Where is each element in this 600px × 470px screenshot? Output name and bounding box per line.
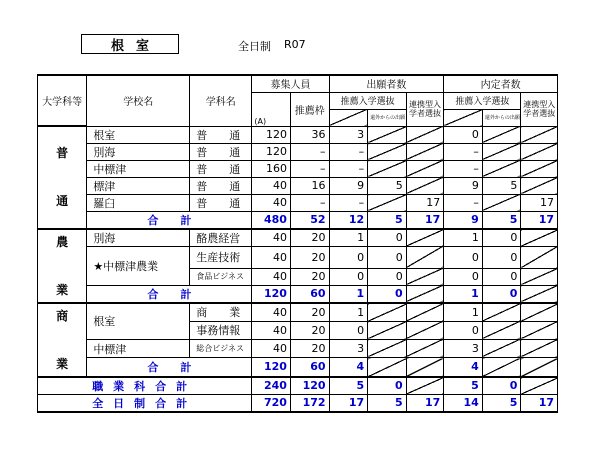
subtotal-adm-reg: 17 — [521, 211, 558, 229]
col-adm-reg: 連携型入学者選抜 — [521, 92, 558, 126]
adm-sub-cell: 0 — [482, 229, 521, 247]
subtotal-row — [38, 285, 558, 303]
subtotal-adm-sub: 5 — [482, 211, 521, 229]
app-sub-cell: 0 — [368, 229, 407, 247]
col-app-reg: 連携型入学者選抜 — [406, 92, 444, 126]
adm-sub-cell: 0 — [482, 268, 521, 285]
subtotal-quota: 52 — [290, 211, 329, 229]
quota-cell: 20 — [290, 268, 329, 285]
quota-cell: 16 — [290, 177, 329, 194]
vocational-total-adm-rec: 5 — [444, 377, 483, 395]
recruit-cell: 160 — [252, 160, 291, 177]
year-label: R07 — [284, 38, 306, 51]
quota-cell: 20 — [290, 246, 329, 268]
vocational-total-app-sub: 0 — [368, 377, 407, 395]
dept-cell: 事務情報 — [190, 321, 252, 339]
admission-table — [37, 74, 558, 413]
school-cell: 別海 — [87, 229, 190, 247]
col-recruit: 募集人員 — [252, 75, 329, 92]
recruit-cell: 40 — [252, 268, 291, 285]
recruit-cell: 40 — [252, 229, 291, 247]
school-cell: 羅臼 — [87, 194, 190, 211]
recruit-cell: 120 — [252, 143, 291, 160]
table-row — [38, 126, 558, 143]
grand-total-adm-reg: 17 — [521, 394, 558, 412]
school-cell: ★中標津農業 — [87, 246, 190, 285]
adm-rec-cell: 1 — [444, 303, 483, 322]
header-row-1 — [38, 75, 558, 92]
adm-rec-cell: 1 — [444, 229, 483, 247]
col-adm-rec: 推薦入学選抜 — [444, 92, 521, 109]
vocational-total-adm-sub: 0 — [482, 377, 521, 395]
table-row — [38, 143, 558, 160]
col-quota: 推薦枠 — [290, 92, 329, 126]
vocational-total-app-rec: 5 — [329, 377, 368, 395]
quota-cell: – — [290, 143, 329, 160]
subtotal-label: 合 計 — [87, 285, 252, 303]
col-app-sub: 還外からの出願 — [368, 109, 407, 126]
grand-total-label: 全日制合計 — [38, 394, 252, 412]
dept-cell: 商 業 — [190, 303, 252, 322]
adm-rec-cell: 0 — [444, 268, 483, 285]
vocational-total-row — [38, 377, 558, 395]
grand-total-adm-sub: 5 — [482, 394, 521, 412]
col-adm-sub: 還外からの出願 — [482, 109, 521, 126]
school-cell: 根室 — [87, 303, 190, 340]
subtotal-app-reg: 17 — [406, 211, 444, 229]
category-general: 普 通 — [38, 126, 87, 229]
quota-cell: 36 — [290, 126, 329, 143]
adm-rec-cell: 0 — [444, 321, 483, 339]
grand-total-app-reg: 17 — [406, 394, 444, 412]
app-rec-cell: 0 — [329, 268, 368, 285]
col-admitted: 内定者数 — [444, 75, 558, 92]
quota-cell: – — [290, 194, 329, 211]
grand-total-row — [38, 394, 558, 412]
dept-cell: 普 通 — [190, 160, 252, 177]
recruit-cell: 40 — [252, 194, 291, 211]
app-rec-cell: 0 — [329, 246, 368, 268]
subtotal-label: 合 計 — [87, 358, 252, 377]
grand-total-adm-rec: 14 — [444, 394, 483, 412]
recruit-cell: 40 — [252, 339, 291, 357]
col-school: 学校名 — [87, 75, 190, 126]
adm-reg-cell: 17 — [521, 194, 558, 211]
app-rec-cell: – — [329, 194, 368, 211]
app-rec-cell: 0 — [329, 321, 368, 339]
subtotal-row — [38, 211, 558, 229]
table-row — [38, 229, 558, 247]
subtotal-quota: 60 — [290, 285, 329, 303]
school-cell: 根室 — [87, 126, 190, 143]
adm-rec-cell: 9 — [444, 177, 483, 194]
app-rec-cell: 1 — [329, 229, 368, 247]
recruit-cell: 40 — [252, 321, 291, 339]
recruit-cell: 40 — [252, 303, 291, 322]
col-app-rec: 推薦入学選抜 — [329, 92, 406, 109]
category-agri: 農 業 — [38, 229, 87, 303]
subtotal-app-sub: 5 — [368, 211, 407, 229]
col-category: 大学科等 — [38, 75, 87, 126]
recruit-cell: 40 — [252, 246, 291, 268]
col-applicants: 出願者数 — [329, 75, 444, 92]
adm-sub-cell: 5 — [482, 177, 521, 194]
school-cell: 中標津 — [87, 339, 190, 357]
app-rec-cell: 3 — [329, 126, 368, 143]
table-row — [38, 339, 558, 357]
schedule-label: 全日制 — [238, 40, 271, 53]
adm-sub-cell: 0 — [482, 246, 521, 268]
table-row — [38, 177, 558, 194]
subtotal-adm-sub: 0 — [482, 285, 521, 303]
app-rec-cell: – — [329, 160, 368, 177]
app-rec-cell: 1 — [329, 303, 368, 322]
app-sub-cell: 0 — [368, 246, 407, 268]
dept-cell: 普 通 — [190, 194, 252, 211]
adm-rec-cell: – — [444, 143, 483, 160]
dept-cell: 普 通 — [190, 177, 252, 194]
category-commerce: 商 業 — [38, 303, 87, 377]
adm-rec-cell: 3 — [444, 339, 483, 357]
quota-cell: – — [290, 160, 329, 177]
quota-cell: 20 — [290, 321, 329, 339]
adm-rec-cell: – — [444, 194, 483, 211]
subtotal-recruit: 120 — [252, 285, 291, 303]
adm-rec-cell: 0 — [444, 126, 483, 143]
recruit-cell: 40 — [252, 177, 291, 194]
app-reg-cell: 17 — [406, 194, 444, 211]
app-rec-cell: – — [329, 143, 368, 160]
subtotal-app-rec: 12 — [329, 211, 368, 229]
app-sub-cell: 0 — [368, 268, 407, 285]
adm-rec-cell: 0 — [444, 246, 483, 268]
quota-cell: 20 — [290, 229, 329, 247]
subtotal-app-rec: 1 — [329, 285, 368, 303]
school-cell: 標津 — [87, 177, 190, 194]
vocational-total-recruit: 240 — [252, 377, 291, 395]
school-cell: 別海 — [87, 143, 190, 160]
school-cell: 中標津 — [87, 160, 190, 177]
subtotal-adm-rec: 9 — [444, 211, 483, 229]
grand-total-quota: 172 — [290, 394, 329, 412]
col-recruit-a: (A) — [252, 92, 291, 126]
dept-cell: 普 通 — [190, 143, 252, 160]
subtotal-row — [38, 358, 558, 377]
subtotal-recruit: 120 — [252, 358, 291, 377]
dept-cell: 食品ビジネス — [190, 268, 252, 285]
dept-cell: 総合ビジネス — [190, 339, 252, 357]
vocational-total-label: 職業科合計 — [38, 377, 252, 395]
dept-cell: 酪農経営 — [190, 229, 252, 247]
dept-cell: 普 通 — [190, 126, 252, 143]
table-row — [38, 160, 558, 177]
subtotal-app-rec: 4 — [329, 358, 368, 377]
adm-rec-cell: – — [444, 160, 483, 177]
subtotal-quota: 60 — [290, 358, 329, 377]
grand-total-recruit: 720 — [252, 394, 291, 412]
vocational-total-quota: 120 — [290, 377, 329, 395]
subtotal-app-sub: 0 — [368, 285, 407, 303]
recruit-cell: 120 — [252, 126, 291, 143]
subtotal-adm-rec: 1 — [444, 285, 483, 303]
app-rec-cell: 3 — [329, 339, 368, 357]
app-sub-cell: 5 — [368, 177, 407, 194]
quota-cell: 20 — [290, 303, 329, 322]
subtotal-adm-rec: 4 — [444, 358, 483, 377]
table-row — [38, 246, 558, 268]
subtotal-label: 合 計 — [87, 211, 252, 229]
table-row — [38, 303, 558, 322]
grand-total-app-rec: 17 — [329, 394, 368, 412]
grand-total-app-sub: 5 — [368, 394, 407, 412]
subtotal-recruit: 480 — [252, 211, 291, 229]
app-rec-cell: 9 — [329, 177, 368, 194]
col-dept: 学科名 — [190, 75, 252, 126]
quota-cell: 20 — [290, 339, 329, 357]
table-row — [38, 194, 558, 211]
dept-cell: 生産技術 — [190, 246, 252, 268]
region-title: 根室 — [81, 34, 179, 54]
